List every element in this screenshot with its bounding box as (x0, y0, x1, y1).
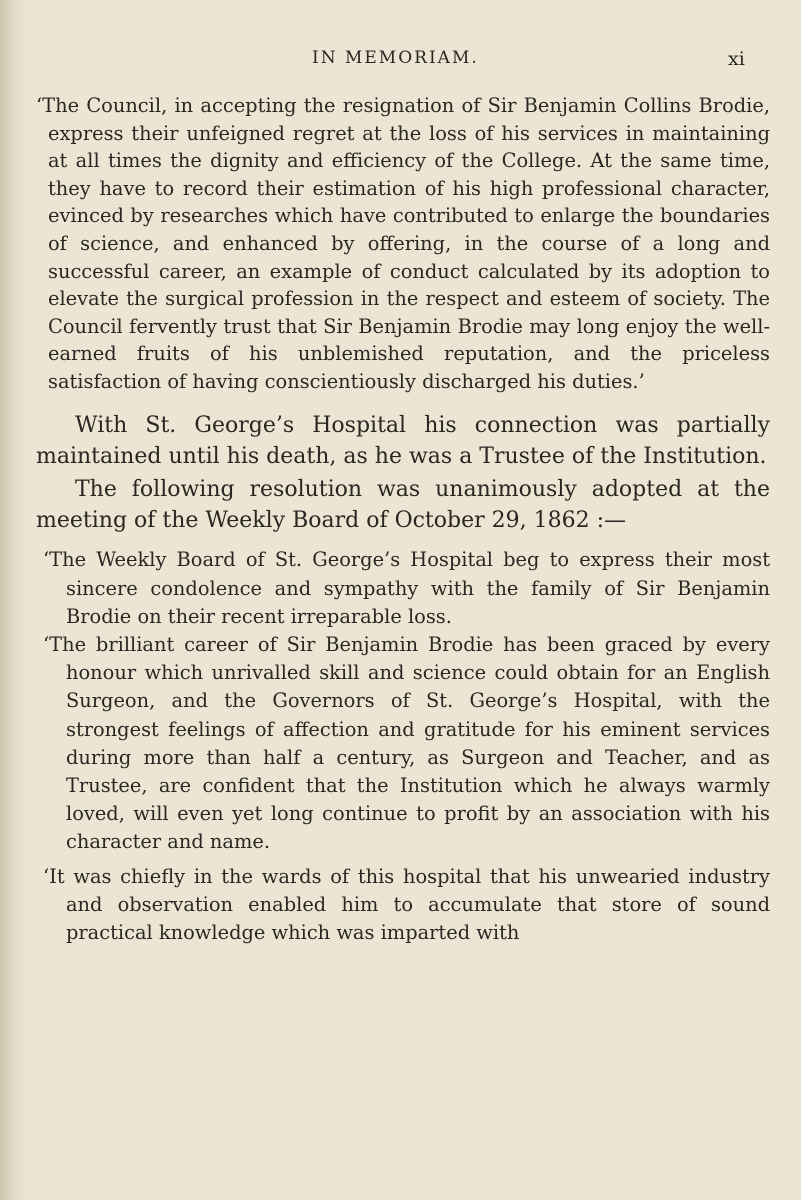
body-paragraph-resolution-intro: The following resolution was unanimously adopted at the meeting of the Weekly Board of October 29, 1862 :— (36, 476, 770, 534)
page-number: xi (728, 48, 745, 70)
weekly-board-quote-condolence: ‘The Weekly Board of St. George’s Hospital beg to express their most sincere condolence and sympathy with the family of Sir Benjamin Brodie on their recent irreparable loss. (43, 548, 770, 628)
running-header (0, 48, 801, 78)
body-paragraph-trustee: With St. George’s Hospital his connection was partially maintained until his death, as he was a Trustee of the Institution. (36, 412, 770, 469)
running-title: IN MEMORIAM. (312, 48, 479, 68)
council-resolution-quote: ‘The Council, in accepting the resignation of Sir Benjamin Collins Brodie, express their unfeigned regret at the loss of his services in maintaining at all times the dignity and efficiency of the College. At the same time, they have to record their estimation of his high professional character, evinced by researches which have contributed to enlarge the boundaries of science, and enhanced by offering, in the course of a long and successful career, an example of conduct calculated by its adoption to elevate the surgical profession in the respect and esteem of society. The Council fervently trust that Sir Benjamin Brodie may long enjoy the well-earned fruits of his unblemished reputation, and the priceless satisfaction of having conscientiously discharged his duties.’ (36, 94, 770, 393)
page-body (36, 92, 770, 947)
weekly-board-quote-wards: ‘It was chiefly in the wards of this hospital that his unwearied industry and observation enabled him to accumulate that store of sound practical knowledge which was imparted with (43, 864, 770, 944)
weekly-board-quote-career: ‘The brilliant career of Sir Benjamin Brodie has been graced by every honour which unrivalled skill and science could obtain for an English Surgeon, and the Governors of St. George’s Hospital, with the strongest feelings of affection and gratitude for his eminent services during more than half a century, as Surgeon and Teacher, and as Trustee, are confident that the Institution which he always warmly loved, will even yet long continue to profit by an association with his character and name. (43, 632, 770, 854)
